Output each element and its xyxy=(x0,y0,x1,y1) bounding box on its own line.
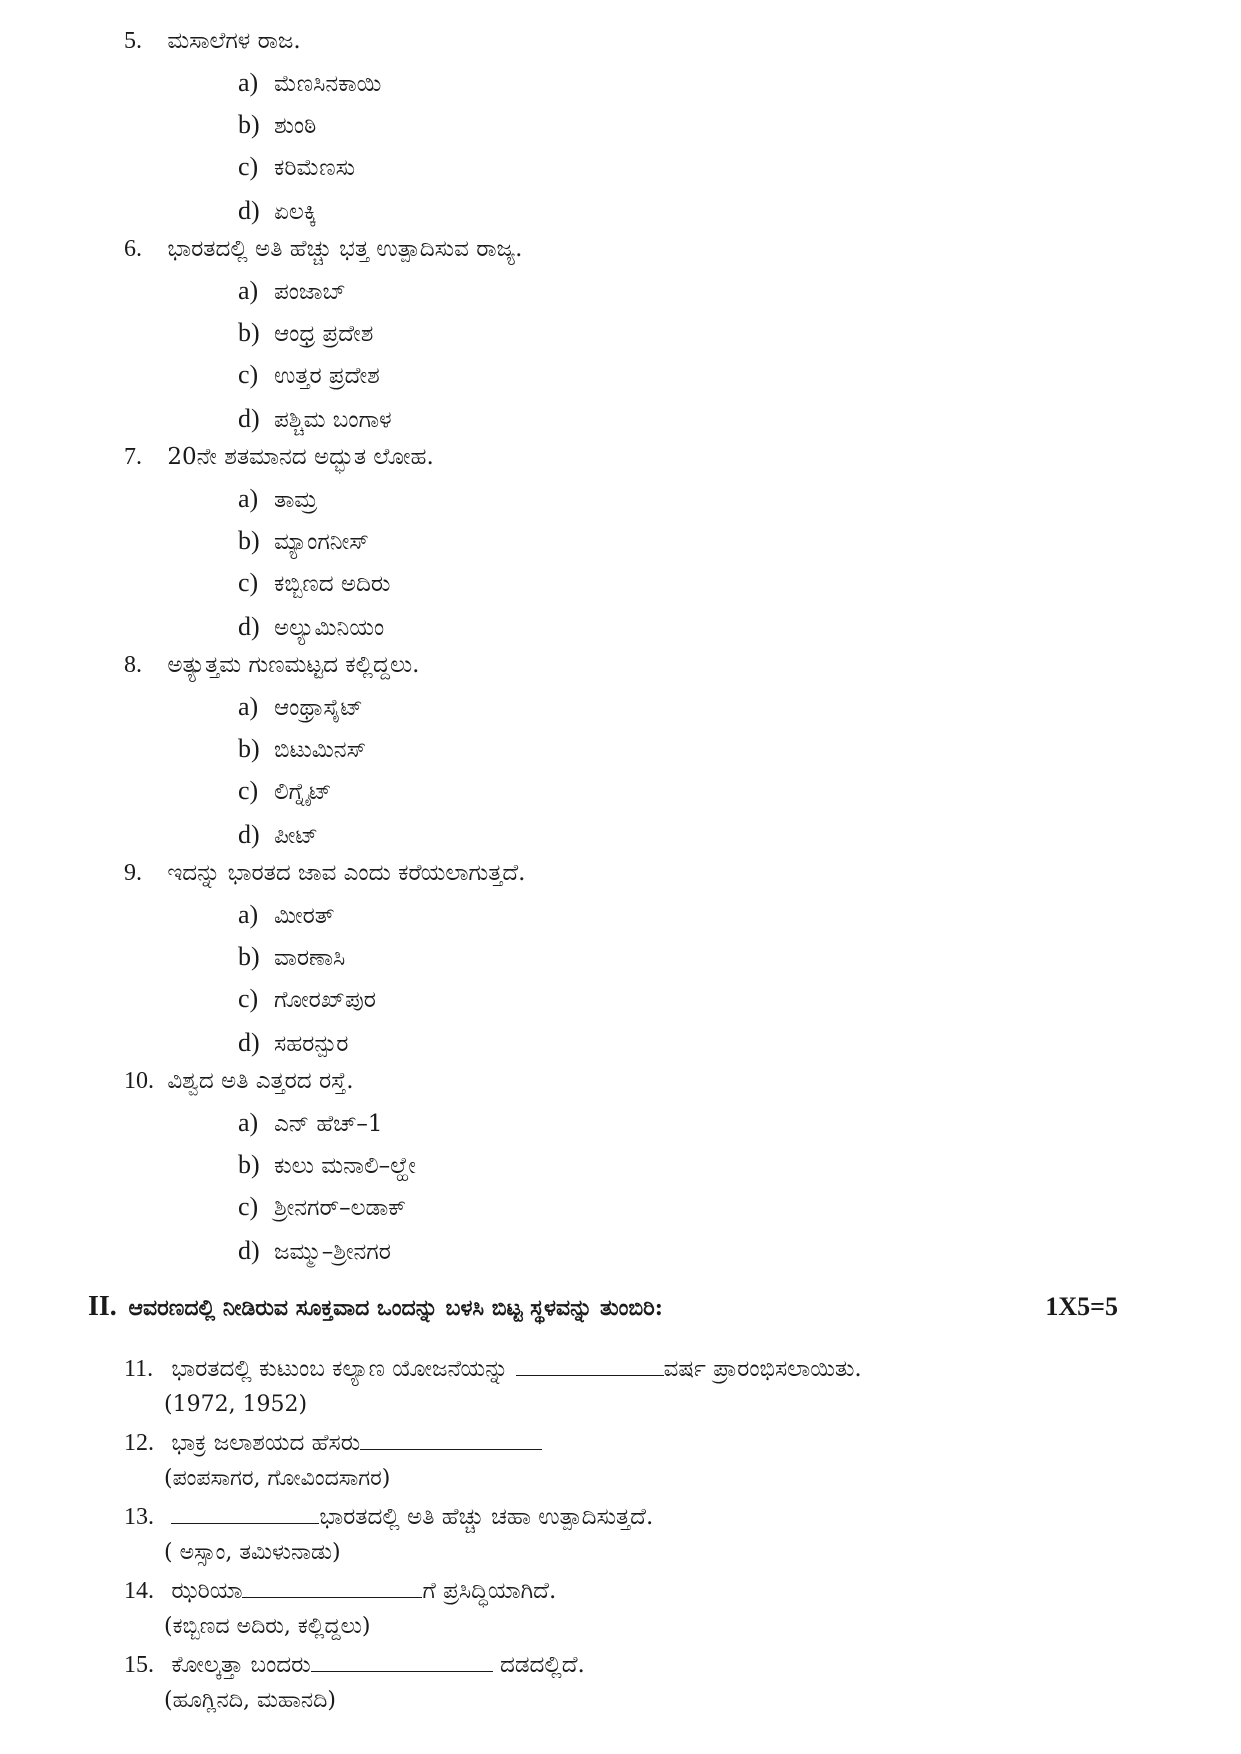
option-letter: b) xyxy=(238,110,260,139)
question-text-after: ಗೆ ಪ್ರಸಿದ್ಧಿಯಾಗಿದೆ. xyxy=(422,1578,557,1604)
option-a xyxy=(238,484,317,515)
question-number: 6. xyxy=(124,236,142,262)
option-letter: c) xyxy=(238,152,259,181)
option-letter: a) xyxy=(238,692,259,721)
option-d xyxy=(238,612,384,643)
answer-blank xyxy=(311,1651,493,1672)
option-text: ಕಬ್ಬಿಣದ ಅದಿರು xyxy=(274,571,391,597)
section-title: ಆವರಣದಲ್ಲಿ ನೀಡಿರುವ ಸೂಕ್ತವಾದ ಒಂದನ್ನು ಬಳಸಿ ಬಿಟ್ಟ ಸ್ಥಳವನ್ನು ತುಂಬಿರಿ: xyxy=(128,1295,663,1321)
question-number: 11. xyxy=(124,1356,154,1382)
option-letter: d) xyxy=(238,820,260,849)
question-text: ವಿಶ್ವದ ಅತಿ ಎತ್ತರದ ರಸ್ತೆ. xyxy=(167,1068,354,1094)
question-number: 13. xyxy=(124,1504,154,1530)
question-number: 15. xyxy=(124,1652,154,1678)
option-b xyxy=(238,942,345,973)
option-text: ಏಲಕ್ಕಿ xyxy=(274,199,317,225)
question-text: ಇದನ್ನು ಭಾರತದ ಜಾವ ಎಂದು ಕರೆಯಲಾಗುತ್ತದೆ. xyxy=(167,860,526,886)
question-text: 20ನೇ ಶತಮಾನದ ಅದ್ಭುತ ಲೋಹ. xyxy=(167,444,434,470)
option-text: ಮೀರತ್ xyxy=(274,903,335,929)
answer-blank xyxy=(242,1577,422,1598)
fill-blank-15 xyxy=(124,1650,585,1680)
option-b xyxy=(238,734,366,765)
option-text: ಪಶ್ಚಿಮ ಬಂಗಾಳ xyxy=(274,407,392,433)
option-text: ಮೆಣಸಿನಕಾಯಿ xyxy=(274,71,382,97)
option-text: ಪೀಟ್ xyxy=(274,823,318,849)
question-text: ಅತ್ಯುತ್ತಮ ಗುಣಮಟ್ಟದ ಕಲ್ಲಿದ್ದಲು. xyxy=(167,652,420,678)
option-d xyxy=(238,1236,391,1267)
option-letter: d) xyxy=(238,404,260,433)
option-text: ಬಿಟುಮಿನಸ್ xyxy=(274,737,367,763)
option-letter: b) xyxy=(238,942,260,971)
option-text: ಲಿಗ್ನೈಟ್ xyxy=(274,779,332,805)
option-text: ಕುಲು ಮನಾಲಿ–ಲ್ಹೇ xyxy=(274,1153,416,1179)
option-d xyxy=(238,820,318,851)
section-heading xyxy=(88,1292,1118,1323)
option-c xyxy=(238,360,380,391)
question-number: 10. xyxy=(124,1068,154,1094)
option-c xyxy=(238,152,355,183)
question-10 xyxy=(124,1066,354,1096)
question-5 xyxy=(124,26,301,56)
question-text: ಭಾರತದಲ್ಲಿ ಅತಿ ಹೆಚ್ಚು ಭತ್ತ ಉತ್ಪಾದಿಸುವ ರಾಜ್ಯ. xyxy=(167,236,523,262)
option-b xyxy=(238,110,316,141)
answer-choices: (1972, 1952) xyxy=(164,1392,308,1417)
section-marks: 1X5=5 xyxy=(1045,1292,1118,1321)
option-letter: a) xyxy=(238,900,259,929)
question-text-after: ದಡದಲ್ಲಿದೆ. xyxy=(492,1652,585,1678)
option-letter: c) xyxy=(238,360,259,389)
answer-choices: (ಹೂಗ್ಲಿನದಿ, ಮಹಾನದಿ) xyxy=(164,1688,336,1713)
option-text: ಮ್ಯಾಂಗನೀಸ್ xyxy=(274,529,369,555)
option-letter: b) xyxy=(238,734,260,763)
option-text: ಗೋರಖ್‌ಪುರ xyxy=(274,987,376,1013)
option-text: ಅಲ್ಯುಮಿನಿಯಂ xyxy=(274,615,385,641)
question-text: ಮಸಾಲೆಗಳ ರಾಜ. xyxy=(167,28,301,54)
answer-blank xyxy=(516,1355,664,1376)
question-8 xyxy=(124,650,419,680)
option-text: ಜಮ್ಮು–ಶ್ರೀನಗರ xyxy=(274,1239,391,1265)
option-text: ಪಂಜಾಬ್ xyxy=(274,279,346,305)
option-letter: c) xyxy=(238,1192,259,1221)
option-text: ವಾರಣಾಸಿ xyxy=(274,945,346,971)
question-number: 9. xyxy=(124,860,142,886)
question-text-before: ಝರಿಯಾ xyxy=(171,1578,243,1604)
fill-blank-13 xyxy=(124,1502,653,1532)
option-c xyxy=(238,776,332,807)
option-b xyxy=(238,1150,416,1181)
question-text-after: ಭಾರತದಲ್ಲಿ ಅತಿ ಹೆಚ್ಚು ಚಹಾ ಉತ್ಪಾದಿಸುತ್ತದೆ. xyxy=(319,1504,654,1530)
option-c xyxy=(238,984,376,1015)
option-text: ತಾಮ್ರ xyxy=(274,487,318,513)
option-letter: a) xyxy=(238,68,259,97)
option-letter: b) xyxy=(238,526,260,555)
question-text-before: ಕೋಲ್ಕತ್ತಾ ಬಂದರು xyxy=(171,1652,311,1678)
option-letter: d) xyxy=(238,1236,260,1265)
option-letter: d) xyxy=(238,1028,260,1057)
option-a xyxy=(238,692,363,723)
option-letter: d) xyxy=(238,612,260,641)
option-text: ಕರಿಮೆಣಸು xyxy=(274,155,356,181)
question-number: 12. xyxy=(124,1430,154,1456)
option-letter: c) xyxy=(238,984,259,1013)
option-text: ಉತ್ತರ ಪ್ರದೇಶ xyxy=(274,363,380,389)
question-9 xyxy=(124,858,525,888)
answer-choices: (ಕಬ್ಬಿಣದ ಅದಿರು, ಕಲ್ಲಿದ್ದಲು) xyxy=(164,1614,371,1639)
option-text: ಶ್ರೀನಗರ್–ಲಡಾಕ್ xyxy=(274,1195,407,1221)
option-c xyxy=(238,568,390,599)
question-number: 5. xyxy=(124,28,142,54)
answer-choices: (ಪಂಪಸಾಗರ, ಗೋವಿಂದಸಾಗರ) xyxy=(164,1466,391,1491)
question-number: 8. xyxy=(124,652,142,678)
option-b xyxy=(238,318,373,349)
option-text: ಆಂಧ್ರ ಪ್ರದೇಶ xyxy=(274,321,374,347)
option-text: ಸಹರನ್ಪುರ xyxy=(274,1031,349,1057)
option-a xyxy=(238,68,381,99)
fill-blank-12 xyxy=(124,1428,542,1458)
question-text-before: ಭಾರತದಲ್ಲಿ ಕುಟುಂಬ ಕಲ್ಯಾಣ ಯೋಜನೆಯನ್ನು xyxy=(171,1356,509,1382)
fill-blank-14 xyxy=(124,1576,556,1606)
question-text-after: ವರ್ಷ ಪ್ರಾರಂಭಿಸಲಾಯಿತು. xyxy=(663,1356,862,1382)
answer-blank xyxy=(171,1503,319,1524)
option-c xyxy=(238,1192,406,1223)
option-letter: c) xyxy=(238,776,259,805)
option-text: ಎನ್ ಹೆಚ್–1 xyxy=(274,1111,383,1137)
option-letter: a) xyxy=(238,276,259,305)
fill-blank-11 xyxy=(124,1354,862,1384)
option-letter: c) xyxy=(238,568,259,597)
question-6 xyxy=(124,234,522,264)
option-letter: b) xyxy=(238,318,260,347)
question-7 xyxy=(124,442,434,472)
option-letter: b) xyxy=(238,1150,260,1179)
option-d xyxy=(238,196,317,227)
option-a xyxy=(238,276,346,307)
option-letter: a) xyxy=(238,1108,259,1137)
option-b xyxy=(238,526,369,557)
question-number: 14. xyxy=(124,1578,154,1604)
section-number: II. xyxy=(88,1291,117,1322)
option-text: ಆಂಥ್ರಾಸೈಟ್ xyxy=(274,695,363,721)
option-letter: d) xyxy=(238,196,260,225)
question-number: 7. xyxy=(124,444,142,470)
option-a xyxy=(238,1108,382,1139)
answer-blank xyxy=(360,1429,542,1450)
option-a xyxy=(238,900,334,931)
option-letter: a) xyxy=(238,484,259,513)
option-d xyxy=(238,1028,348,1059)
option-text: ಶುಂಠಿ xyxy=(274,113,317,139)
answer-choices: ( ಅಸ್ಸಾಂ, ತಮಿಳುನಾಡು) xyxy=(164,1540,341,1565)
option-d xyxy=(238,404,392,435)
question-text-before: ಭಾಕ್ರ ಜಲಾಶಯದ ಹೆಸರು xyxy=(171,1430,361,1456)
